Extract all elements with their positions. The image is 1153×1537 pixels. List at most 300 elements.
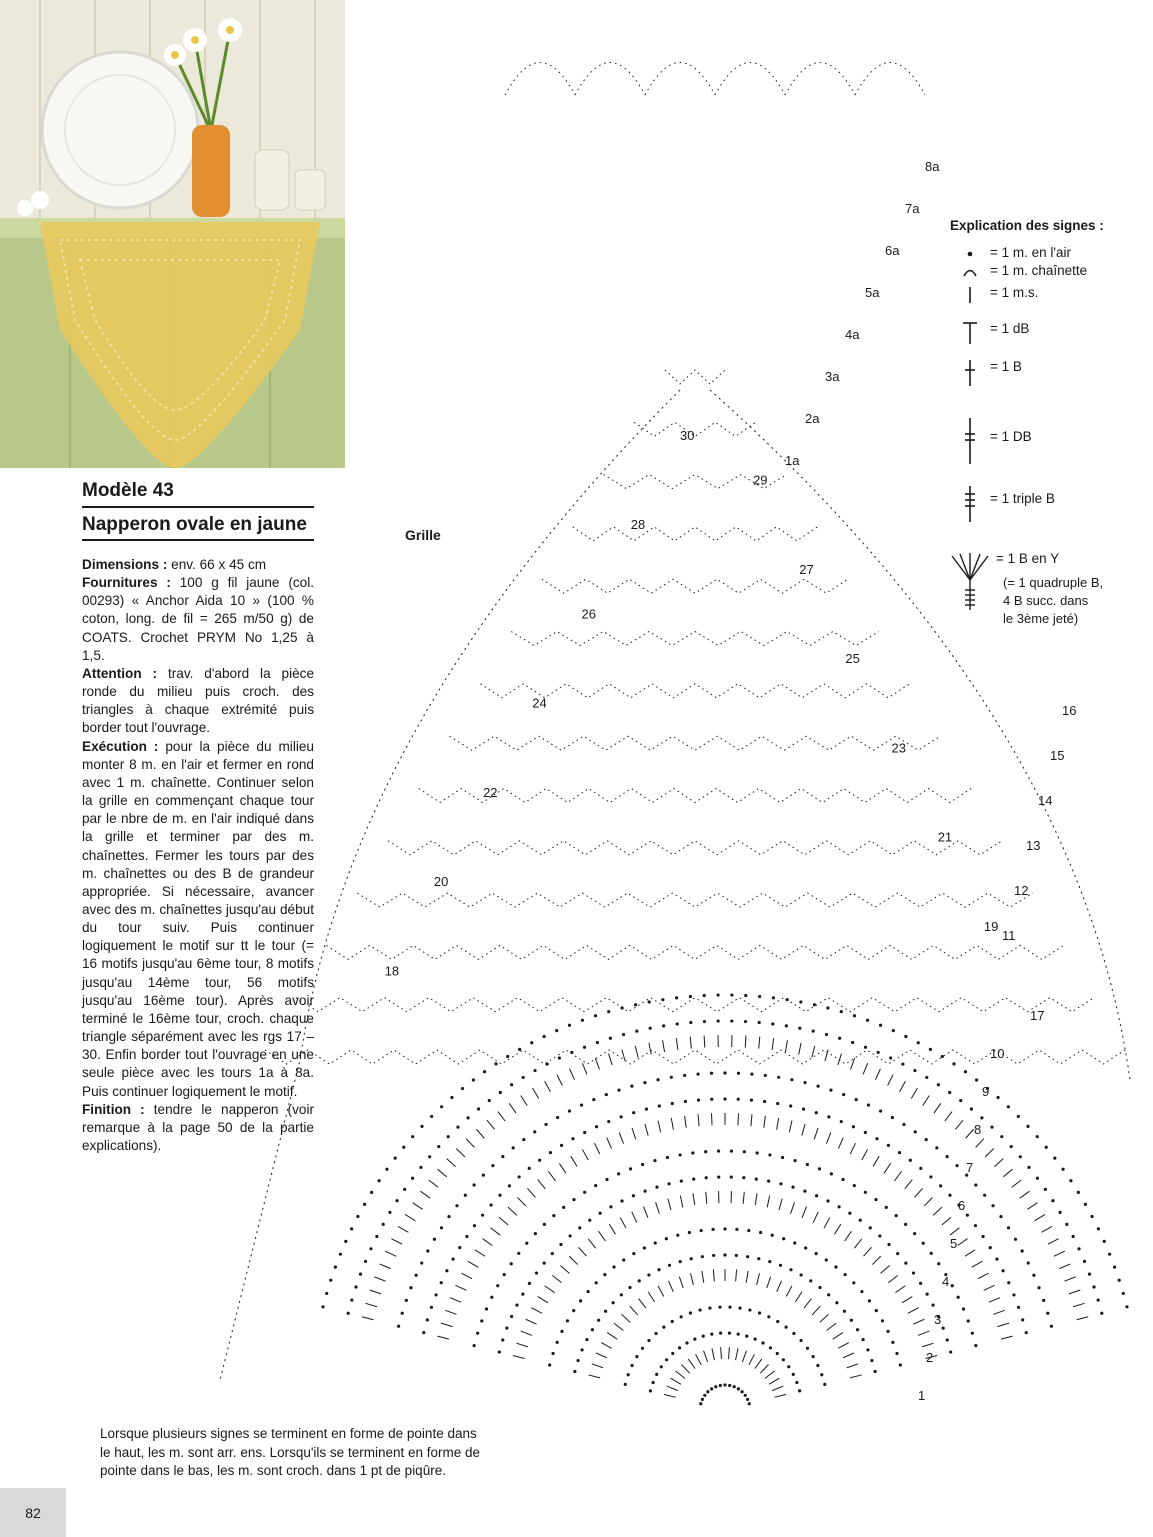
stitch-mark (909, 1159, 912, 1162)
stitch-mark (620, 1199, 623, 1202)
stitch-mark (901, 1062, 904, 1065)
stitch-mark (1019, 1155, 1022, 1158)
stitch-mark (995, 1257, 998, 1260)
stitch-mark (364, 1260, 367, 1263)
stitch-mark (690, 1037, 691, 1049)
stitch-mark (220, 390, 680, 1380)
stitch-mark (394, 1157, 397, 1160)
stitch-mark (710, 1333, 713, 1336)
stitch-mark (827, 1293, 830, 1296)
stitch-mark (426, 1249, 429, 1252)
stitch-mark (411, 1135, 414, 1138)
dimensions-label: Dimensions : (82, 557, 168, 572)
stitch-mark (825, 1049, 828, 1061)
stitch-mark (498, 1112, 505, 1122)
stitch-mark (827, 1323, 836, 1330)
stitch-mark (535, 1271, 538, 1274)
stitch-mark (596, 1041, 599, 1044)
stitch-mark (632, 1111, 635, 1114)
stitch-mark (517, 1175, 520, 1178)
stitch-mark (743, 1192, 744, 1204)
stitch-mark (329, 1279, 332, 1282)
stitch-mark (771, 1022, 774, 1025)
stitch-mark (787, 1365, 790, 1368)
stitch-mark (480, 1319, 483, 1322)
stitch-mark (441, 1323, 452, 1327)
stitch-mark (816, 1364, 819, 1367)
stitch-mark (521, 1096, 528, 1106)
stitch-mark (543, 1223, 546, 1226)
stitch-mark (955, 1164, 958, 1167)
stitch-mark (585, 1338, 588, 1341)
stitch-mark (913, 1069, 916, 1072)
stitch-mark (1097, 1227, 1100, 1230)
stitch-mark (620, 1115, 623, 1118)
attention-label: Attention : (82, 665, 158, 681)
stitch-mark (1059, 1264, 1070, 1269)
stitch-mark (948, 1091, 951, 1094)
stitch-mark (964, 1070, 967, 1073)
stitch-mark (714, 1385, 717, 1388)
stitch-mark (518, 1198, 526, 1207)
stitch-mark (730, 1019, 733, 1022)
diagram-label: Grille (405, 527, 441, 543)
stitch-mark (681, 1365, 689, 1374)
stitch-mark (582, 1063, 587, 1074)
stitch-mark (723, 1383, 726, 1386)
stitch-mark (683, 1074, 686, 1077)
stitch-mark (781, 1156, 784, 1159)
stitch-mark (635, 1355, 638, 1358)
stitch-mark (1073, 1303, 1085, 1306)
stitch-mark (680, 1196, 682, 1208)
stitch-mark (799, 1339, 802, 1342)
stitch-mark (490, 1296, 493, 1299)
stitch-mark (1046, 1312, 1049, 1315)
stitch-mark (700, 1229, 703, 1232)
stitch-mark (1048, 1239, 1059, 1244)
stitch-mark (866, 1019, 869, 1022)
stitch-mark (723, 1097, 726, 1100)
stitch-mark (919, 1282, 922, 1285)
border-round-label: 7a (905, 201, 920, 216)
stitch-mark (763, 1100, 766, 1103)
triple-cross-icon (958, 484, 982, 524)
stitch-mark (723, 1071, 726, 1074)
stitch-mark (749, 1354, 755, 1365)
stitch-mark (1035, 1214, 1045, 1220)
stitch-mark (365, 1303, 377, 1306)
legend-item-text: = 1 B (990, 359, 1022, 374)
legend-item-slip (950, 262, 1087, 286)
stitch-mark (1072, 1235, 1075, 1238)
stitch-mark (1000, 1135, 1003, 1138)
stitch-mark (420, 1125, 423, 1128)
stitch-mark (450, 1298, 461, 1303)
stitch-mark (989, 1246, 992, 1249)
stitch-mark (753, 1338, 756, 1341)
stitch-mark (609, 1224, 615, 1234)
stitch-mark (654, 1241, 657, 1244)
stitch-mark (511, 632, 879, 646)
stitch-mark (1050, 1325, 1053, 1328)
stitch-mark (456, 1126, 459, 1129)
stitch-mark (668, 1199, 671, 1211)
stitch-mark (339, 1253, 342, 1256)
stitch-mark (1100, 1312, 1103, 1315)
stitch-mark (521, 1331, 532, 1335)
stitch-mark (688, 1359, 695, 1369)
stitch-mark (785, 63, 855, 96)
stitch-mark (638, 1279, 641, 1282)
stitch-mark (620, 1218, 626, 1229)
stitch-mark (627, 1373, 630, 1376)
stitch-mark (624, 1383, 627, 1386)
stitch-mark (622, 1258, 625, 1261)
stitch-mark (580, 1103, 583, 1106)
stitch-mark (654, 1332, 657, 1335)
stitch-mark (892, 1029, 895, 1032)
stitch-mark (594, 1184, 597, 1187)
stitch-mark (398, 1226, 408, 1232)
stitch-mark (860, 1290, 863, 1293)
footnote-line: Lorsque plusieurs signes se terminent en forme de pointe dans (100, 1426, 477, 1441)
round-number-label: 25 (845, 651, 860, 667)
stitch-mark (631, 1364, 634, 1367)
stitch-mark (494, 1062, 497, 1065)
stitch-mark (560, 1330, 563, 1333)
stitch-mark (812, 1306, 820, 1315)
stitch-mark (743, 1150, 746, 1153)
stitch-mark (676, 1022, 679, 1025)
finition-value: tendre le napperon (voir remarque à la page 50 de la partie explications). (82, 1101, 314, 1153)
stitch-mark (848, 1212, 851, 1215)
stitch-mark (419, 789, 971, 803)
stitch-mark (779, 1199, 782, 1211)
stitch-mark (667, 1182, 670, 1185)
stitch-mark (679, 1260, 682, 1263)
stitch-mark (658, 1286, 664, 1297)
round-number-label: 16 (1062, 703, 1077, 718)
stitch-mark (652, 1381, 655, 1384)
stitch-mark (825, 1033, 828, 1036)
stitch-mark (496, 1284, 499, 1287)
stitch-mark (566, 1319, 569, 1322)
stitch-mark (972, 1261, 982, 1267)
stitch-mark (420, 1261, 423, 1264)
stitch-mark (704, 1351, 708, 1362)
stitch-mark (374, 1277, 385, 1281)
stitch-mark (898, 1151, 901, 1154)
stitch-mark (632, 1128, 636, 1139)
stitch-mark (466, 1139, 474, 1148)
stitch-mark (850, 1143, 855, 1154)
stitch-mark (939, 1184, 942, 1187)
stitch-mark (370, 1191, 373, 1194)
stitch-mark (1064, 1277, 1075, 1281)
stitch-mark (767, 1315, 770, 1318)
stitch-mark (472, 1078, 475, 1081)
stitch-mark (1021, 1249, 1024, 1252)
stitch-mark (455, 1285, 466, 1290)
stitch-mark (767, 1277, 771, 1288)
stitch-mark (843, 1310, 846, 1313)
stitch-mark (658, 1121, 661, 1133)
stitch-mark (612, 1265, 615, 1268)
stitch-mark (649, 1027, 652, 1030)
stitch-mark (741, 1390, 744, 1393)
stitch-mark (608, 1054, 612, 1065)
stitch-mark (998, 1323, 1009, 1327)
stitch-mark (377, 1179, 380, 1182)
legend-item-dtr (950, 484, 1055, 508)
stitch-mark (594, 1143, 599, 1154)
stitch-mark (1053, 1157, 1056, 1160)
stitch-mark (818, 1167, 821, 1170)
round-number-label: 15 (1050, 748, 1065, 763)
stitch-mark (344, 1240, 347, 1243)
stitch-mark (645, 1107, 648, 1110)
stitch-mark (1077, 1317, 1089, 1320)
stitch-mark (477, 1107, 480, 1110)
stitch-mark (429, 1180, 438, 1187)
stitch-mark (843, 1353, 854, 1358)
stitch-mark (719, 1384, 722, 1387)
stitch-mark (405, 1214, 415, 1220)
stitch-mark (864, 1131, 867, 1134)
stitch-mark (829, 1088, 832, 1091)
stitch-mark (802, 1207, 806, 1218)
stitch-mark (768, 1260, 771, 1263)
stitch-mark (1032, 1274, 1035, 1277)
stitch-mark (689, 1021, 692, 1024)
stitch-mark (812, 1355, 815, 1358)
stitch-mark (489, 1203, 492, 1206)
stitch-mark (363, 1203, 366, 1206)
legend-item-text: = 1 dB (990, 321, 1030, 336)
stitch-mark (868, 1299, 871, 1302)
stitch-mark (605, 1178, 608, 1181)
stitch-mark (531, 1308, 542, 1314)
stitch-mark (845, 1231, 852, 1241)
stitch-mark (362, 1317, 374, 1320)
stitch-mark (544, 1123, 547, 1126)
stitch-mark (786, 1286, 792, 1297)
stitch-mark (588, 1239, 595, 1248)
stitch-mark (990, 1126, 993, 1129)
stitch-mark (899, 1363, 902, 1366)
stitch-mark (498, 1350, 501, 1353)
stitch-mark (499, 1217, 508, 1225)
stitch-mark (746, 1398, 749, 1401)
stitch-mark (522, 1076, 525, 1079)
legend-item-tr (950, 416, 1032, 445)
stitch-mark (814, 1128, 818, 1139)
stitch-mark (815, 1111, 818, 1114)
stitch-mark (605, 1093, 608, 1096)
stitch-mark (1058, 1211, 1061, 1214)
stitch-mark (661, 998, 664, 1001)
stitch-mark (680, 1315, 683, 1318)
stitch-mark (632, 1212, 637, 1223)
stitch-mark (761, 1341, 764, 1344)
stitch-mark (1088, 1273, 1091, 1276)
legend-item-dc (950, 358, 1022, 382)
stitch-mark (447, 1215, 450, 1218)
stitch-mark (630, 1085, 633, 1088)
stitch-mark (991, 1204, 994, 1207)
stitch-mark (771, 1234, 774, 1237)
stitch-mark (879, 1109, 882, 1112)
stitch-mark (748, 1402, 751, 1405)
stitch-mark (620, 1293, 623, 1296)
legend-item-hdc (950, 320, 1029, 344)
stitch-mark (802, 1107, 805, 1110)
stitch-mark (476, 1129, 484, 1138)
stitch-mark (841, 1178, 844, 1181)
stitch-mark (437, 1336, 449, 1339)
stitch-mark (1001, 1269, 1004, 1272)
stitch-mark (690, 1257, 693, 1260)
stitch-mark (685, 1116, 687, 1128)
stitch-mark (607, 1333, 617, 1340)
attention-value: trav. d'abord la pièce ronde du milieu puis croch. des triangles à chaque extrémité puis border tout l'ouvrage. (82, 665, 315, 736)
stitch-mark (895, 1171, 902, 1181)
stitch-mark (971, 1332, 974, 1335)
stitch-mark (926, 1293, 929, 1296)
stitch-mark (1045, 1146, 1048, 1149)
stitch-mark (924, 1198, 932, 1207)
stitch-mark (643, 1190, 646, 1193)
stitch-mark (816, 1085, 819, 1088)
stitch-mark (671, 1118, 673, 1130)
stitch-mark (748, 1308, 751, 1311)
stitch-mark (702, 1271, 704, 1283)
stitch-mark (572, 1309, 575, 1312)
stitch-mark (579, 1299, 582, 1302)
stitch-mark (548, 1171, 555, 1181)
stitch-mark (481, 1214, 484, 1217)
stitch-mark (777, 1281, 782, 1292)
stitch-mark (815, 1194, 818, 1197)
stitch-mark (696, 1354, 702, 1365)
stitch-mark (935, 1146, 938, 1149)
stitch-mark (934, 1103, 941, 1113)
stitch-mark (785, 1325, 788, 1328)
stitch-mark (464, 1194, 467, 1197)
stitch-mark (840, 1120, 843, 1123)
stitch-mark (545, 1286, 555, 1293)
stitch-mark (1012, 1293, 1015, 1296)
stitch-mark (573, 527, 818, 541)
stitch-mark (842, 1093, 845, 1096)
stitch-mark (491, 1228, 500, 1235)
stitch-mark (745, 1036, 746, 1048)
stitch-mark (482, 1239, 492, 1246)
stitch-mark (946, 1338, 949, 1341)
finition-label: Finition : (82, 1101, 145, 1117)
stitch-mark (549, 1151, 552, 1154)
stitch-mark (391, 1239, 402, 1244)
stitch-mark (1026, 1125, 1029, 1128)
border-round-label: 6a (885, 243, 900, 258)
stitch-mark (327, 945, 1064, 959)
stitch-mark (838, 1037, 841, 1040)
stitch-mark (803, 1190, 806, 1193)
stitch-mark (923, 1096, 930, 1106)
stitch-mark (688, 1231, 691, 1234)
stitch-mark (667, 1386, 678, 1391)
stitch-mark (671, 1378, 681, 1384)
stitch-mark (806, 1347, 809, 1350)
stitch-mark (867, 1103, 870, 1106)
stitch-mark (545, 1081, 551, 1092)
stitch-mark (737, 1098, 740, 1101)
stitch-mark (533, 1130, 536, 1133)
stitch-mark (1083, 1260, 1086, 1263)
stitch-mark (879, 1024, 882, 1027)
stitch-mark (403, 1188, 406, 1191)
stitch-mark (655, 1373, 658, 1376)
stitch-mark (447, 1159, 456, 1167)
stitch-mark (649, 1389, 652, 1392)
stitch-mark (568, 1109, 571, 1112)
stitch-mark (614, 1323, 623, 1330)
stitch-mark (1021, 1318, 1024, 1321)
stitch-mark (967, 1319, 970, 1322)
stitch-mark (895, 1214, 898, 1217)
footnote (100, 1425, 480, 1481)
stitch-mark (733, 1385, 736, 1388)
stitch-mark (713, 1269, 714, 1281)
stitch-mark (767, 1180, 770, 1183)
stitch-mark (666, 1156, 669, 1159)
stitch-mark (772, 1386, 783, 1391)
stitch-mark (440, 1105, 443, 1108)
stitch-mark (1017, 1306, 1020, 1309)
stitch-mark (668, 1264, 671, 1267)
stitch-mark (1069, 1179, 1072, 1182)
stitch-mark (917, 1041, 920, 1044)
stitch-mark (607, 1010, 610, 1013)
stitch-mark (1003, 1169, 1012, 1177)
stitch-mark (560, 1266, 569, 1274)
stitch-mark (864, 1046, 867, 1049)
stitch-mark (428, 1155, 431, 1158)
stitch-mark (904, 1261, 907, 1264)
stitch-mark (737, 1072, 740, 1075)
stitch-mark (698, 1114, 699, 1126)
stitch-mark (774, 1394, 786, 1397)
stitch-mark (482, 1174, 485, 1177)
stitch-mark (1092, 1285, 1095, 1288)
stitch-mark (710, 1072, 713, 1075)
stitch-mark (974, 1224, 977, 1227)
stitch-mark (1077, 1191, 1080, 1194)
stitch-mark (908, 1308, 919, 1314)
stitch-mark (703, 1394, 706, 1397)
stitch-mark (629, 1167, 632, 1170)
stitch-mark (779, 1182, 782, 1185)
stitch-mark (723, 1253, 726, 1256)
stitch-mark (617, 1172, 620, 1175)
stitch-mark (896, 1252, 899, 1255)
stitch-mark (999, 1215, 1002, 1218)
stitch-mark (914, 1130, 917, 1133)
stitch-mark (570, 1069, 575, 1080)
stitch-mark (641, 1163, 644, 1166)
t-bar-icon (958, 320, 982, 346)
